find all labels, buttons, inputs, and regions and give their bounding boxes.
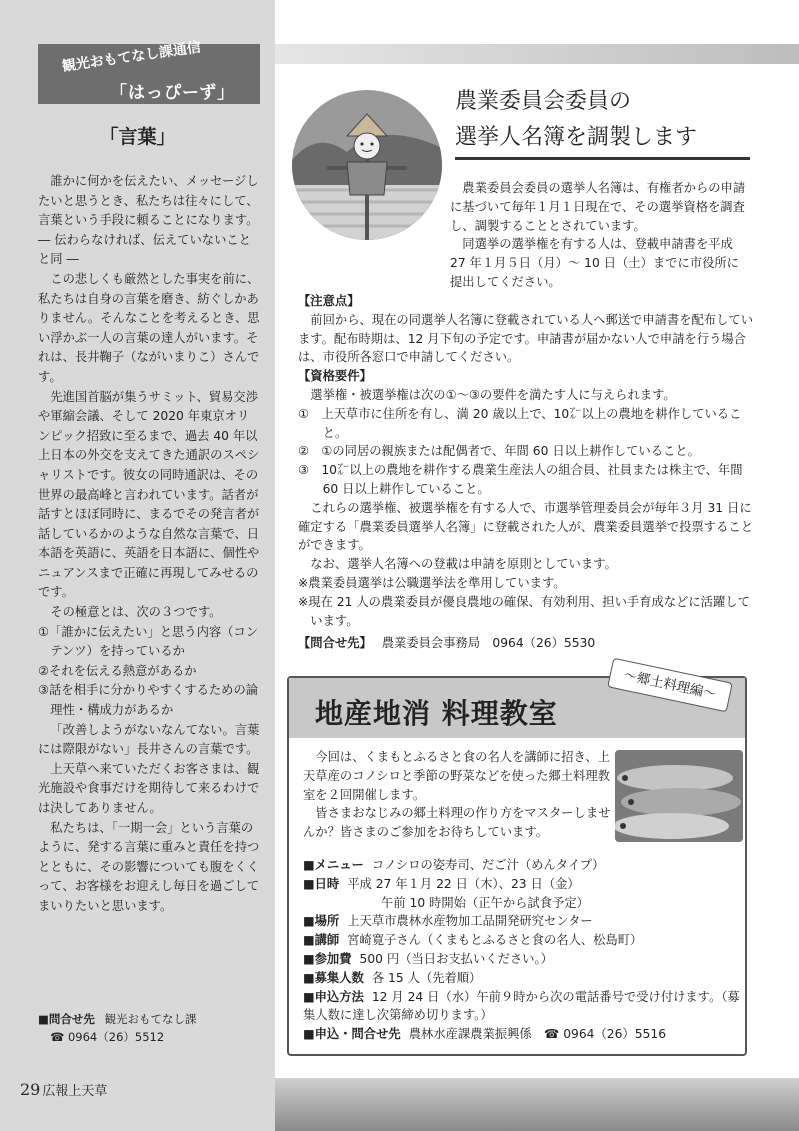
- article-intro-paragraph: 農業委員会委員の選挙人名簿は、有権者からの申請に基づいて毎年１月１日現在で、その選挙資格を調査し、調製することとされています。: [450, 181, 746, 233]
- article-title-line: 選挙人名簿を調製します: [455, 125, 698, 150]
- column-title: 「言葉」: [99, 126, 176, 148]
- cooking-detail-label: ■参加費: [303, 951, 352, 966]
- article-title: [455, 84, 755, 156]
- notes-text: 前回から、現在の同選挙人名簿に登載されている人へ郵送で申請書を配布しています。配布時期は、12 月下旬の予定です。申請書が届かない人で申請を行う場合は、市役所各窓口で申請してください。: [298, 312, 753, 365]
- scarecrow-illustration: [292, 90, 442, 240]
- left-column: [0, 0, 275, 1131]
- article-contact: [298, 634, 753, 653]
- column-paragraph: ― 伝わらなければ、伝えていないことと同 ―: [38, 232, 251, 267]
- notes-heading: 【注意点】: [298, 294, 360, 308]
- requirement-item: ① 上天草市に住所を有し、満 20 歳以上で、10㌃以上の農地を耕作していること。: [298, 406, 742, 440]
- cooking-detail-value: 各 15 人（先着順）: [371, 970, 482, 985]
- cooking-detail-row: [303, 950, 743, 969]
- column-contact-label: ■問合せ先: [38, 1012, 95, 1026]
- column-paragraph: 私たちは、「一期一会」という言葉のように、発する言葉に重みと責任を持つとともに、その影響についても腹をくくって、お客様をお迎えし毎日を過ごしてまいりたいと思います。: [38, 820, 260, 913]
- cooking-detail-row: [303, 894, 743, 913]
- cooking-detail-value: 12 月 24 日（水）午前９時から次の電話番号で受け付けます。（募集人数に達し次第締め切ります。）: [303, 989, 740, 1023]
- column-contact: [38, 1010, 260, 1046]
- cooking-detail-label: ■場所: [303, 914, 340, 929]
- requirements-paragraph: これらの選挙権、被選挙権を有する人で、市選挙管理委員会が毎年３月 31 日に確定する「農業委員選挙人名簿」に登載された人が、農業委員選挙で投票することができます。: [298, 500, 753, 553]
- column-series-name: 「はっぴーず」: [110, 83, 236, 103]
- cooking-class-intro: [303, 748, 615, 842]
- requirement-item: ② ①の同居の親族または配偶者で、年間 60 日以上耕作していること。: [298, 444, 700, 459]
- cooking-intro-paragraph: 皆さまおなじみの郷土料理の作り方をマスターしませんか？皆さまのご参加をお待ちしています。: [303, 806, 611, 840]
- column-header: [38, 39, 260, 104]
- cooking-detail-row: [303, 875, 743, 894]
- requirements-paragraph: なお、選挙人名簿への登載は申請を原則としています。: [310, 557, 617, 572]
- cooking-detail-label: ■講師: [303, 933, 340, 948]
- cooking-intro-paragraph: 今回は、くまもとふるさと食の名人を講師に招き、上天草産のコノシロと季節の野菜などを使った郷土料理教室を２回開催します。: [303, 750, 610, 802]
- cooking-class-box: [287, 667, 747, 1056]
- column-body: [38, 172, 260, 917]
- cooking-detail-row: [303, 856, 743, 875]
- page-footer: [20, 1080, 107, 1099]
- cooking-detail-label: ■日時: [303, 876, 340, 891]
- publication-name: 広報上天草: [42, 1084, 108, 1099]
- column-series: 観光おもてなし課通信: [61, 39, 202, 75]
- cooking-detail-value: 上天草市農林水産物加工品開発研究センター: [347, 914, 593, 929]
- article-contact-text: 農業委員会事務局 0964（26）5530: [381, 636, 596, 651]
- column-list-item: ②それを伝える熱意があるか: [38, 663, 197, 678]
- cooking-detail-value: 500 円（当日お支払いください。）: [359, 951, 553, 966]
- asterisk-note: ※現在 21 人の農業委員が優良農地の確保、有効利用、担い手育成などに活躍しています。: [298, 594, 750, 628]
- cooking-detail-value: 平成 27 年１月 22 日（木）、23 日（金）: [347, 876, 580, 891]
- cooking-detail-value: コノシロの姿寿司、だご汁（めんタイプ）: [371, 858, 605, 872]
- scarecrow-icon: [292, 90, 442, 240]
- column-contact-dept: 観光おもてなし課: [104, 1012, 197, 1026]
- fish-icon: [615, 750, 743, 842]
- top-band: [275, 44, 799, 64]
- cooking-detail-value: 午前 10 時開始（正午から試食予定）: [381, 895, 589, 910]
- fish-photo: [615, 750, 743, 842]
- cooking-detail-row: [303, 988, 743, 1026]
- article-contact-label: 【問合せ先】: [298, 636, 372, 651]
- cooking-detail-label: ■申込方法: [303, 989, 364, 1004]
- cooking-class-subtitle: ～郷土料理編～: [607, 658, 733, 713]
- cooking-detail-row: [303, 1025, 743, 1044]
- article-intro: [450, 179, 750, 292]
- cooking-class-title: 地産地消 料理教室: [315, 697, 558, 730]
- cooking-detail-label: ■メニュー: [303, 858, 364, 872]
- cooking-detail-row: [303, 969, 743, 988]
- cooking-detail-row: [303, 931, 743, 950]
- column-paragraph: その極意とは、次の３つです。: [50, 605, 222, 620]
- column-paragraph: この悲しくも厳然とした事実を前に、私たちは自身の言葉を磨き、紡ぐしかありません。そんなことを考えるとき、思い浮かぶ一人の言葉の達人がいます。それは、長井鞠子（ながいまりこ）さんです。: [38, 271, 260, 384]
- cooking-detail-value: 宮崎寛子さん（くまもとふるさと食の名人、松島町）: [347, 933, 643, 948]
- column-list-item: ①「誰かに伝えたい」と思う内容（コンテンツ）を持っているか: [38, 624, 259, 659]
- cooking-class-details: [303, 856, 743, 1044]
- cooking-detail-label: ■申込・問合せ先: [303, 1027, 401, 1042]
- article-body: [298, 292, 753, 653]
- requirements-lead: 選挙権・被選挙権は次の①～③の要件を満たす人に与えられます。: [310, 387, 676, 402]
- page-number: 29: [20, 1080, 41, 1099]
- column-list-item: ③話を相手に分かりやすくするための論理性・構成力があるか: [38, 683, 259, 718]
- column-contact-line: [38, 1010, 260, 1028]
- article-intro-paragraph: 同選挙の選挙権を有する人は、登載申請書を平成 27 年１月５日（月）～ 10 日（土）までに市役所に提出してください。: [450, 237, 739, 289]
- cooking-detail-label: ■募集人数: [303, 970, 364, 985]
- asterisk-note: ※農業委員選挙は公職選挙法を準用しています。: [298, 575, 566, 590]
- bottom-band: [275, 1078, 799, 1131]
- cooking-detail-row: [303, 912, 743, 931]
- column-paragraph: 先進国首脳が集うサミット、貿易交渉や軍縮会議、そして 2020 年東京オリンピック招致に至るまで、過去 40 年以上日本の外交を支えてきた通訳のスペシャリストです。彼女の同時通訳は、その世界の最高峰と言われています。話者が話すとほぼ同時に、まるでその発言者が話しているかのような自然な言葉で、日本語を英語に、英語を日本語に、個性やニュアンスまで正確に再現してみせるのです。: [38, 389, 260, 600]
- requirements-heading: 【資格要件】: [298, 369, 372, 384]
- column-contact-phone: ☎ 0964（26）5512: [50, 1030, 165, 1044]
- column-paragraph: 上天草へ来ていただくお客さまは、観光施設や食事だけを期待して来るわけでは決してありません。: [38, 761, 260, 815]
- article-title-line: 農業委員会委員の: [455, 89, 632, 114]
- title-underline: [455, 157, 750, 160]
- requirement-item: ③ 10㌃以上の農地を耕作する農業生産法人の組合員、社員または株主で、年間 60 日以上耕作していること。: [298, 463, 743, 496]
- cooking-detail-value: 農林水産課農業振興係 ☎ 0964（26）5516: [408, 1027, 667, 1042]
- column-paragraph: 誰かに何かを伝えたい、メッセージしたいと思うとき、私たちは往々にして、言葉という手段に頼ることになります。: [38, 174, 259, 228]
- column-paragraph: 「改善しようがないなんてない。言葉には際限がない」長井さんの言葉です。: [38, 722, 260, 757]
